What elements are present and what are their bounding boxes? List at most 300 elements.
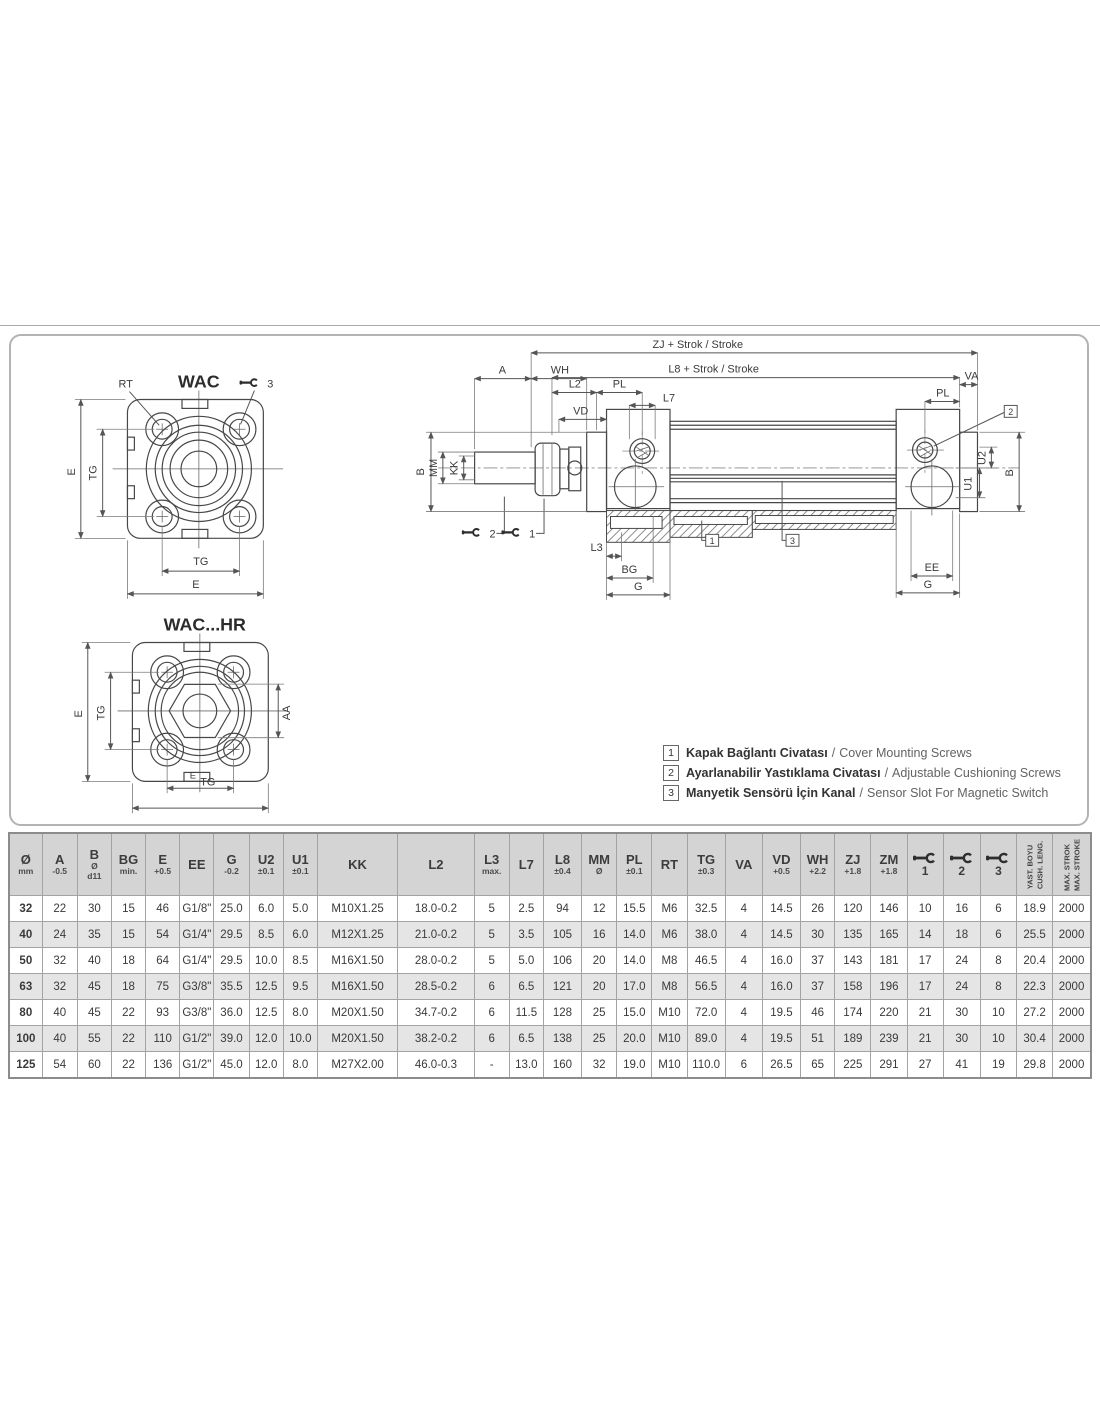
table-cell: 17 [907, 974, 943, 1000]
table-cell: 60 [77, 1052, 111, 1079]
dim-label-zj-stroke: ZJ + Strok / Stroke [652, 338, 744, 351]
section-divider [0, 325, 1100, 326]
table-cell: M8 [652, 948, 687, 974]
air-port-rear [905, 459, 961, 516]
table-cell: G3/8" [180, 1000, 214, 1026]
table-cell: 10 [980, 1026, 1016, 1052]
legend-text-en: Adjustable Cushioning Screws [892, 766, 1061, 780]
table-cell: 32.5 [687, 896, 725, 922]
table-cell: 38.0 [687, 922, 725, 948]
vertical-header-label: MAX. STROK MAX. STROKE [1061, 838, 1081, 891]
header-label: U1 [292, 851, 309, 867]
col-header-l8 [543, 833, 581, 896]
col-header-e [146, 833, 180, 896]
table-cell: 22 [111, 1000, 145, 1026]
legend-text-tr: Manyetik Sensörü İçin Kanal [686, 786, 856, 800]
table-cell: 50 [9, 948, 42, 974]
svg-text:2: 2 [489, 528, 496, 541]
table-row-bore-80 [9, 1000, 1091, 1026]
table-cell: 2000 [1053, 948, 1091, 974]
table-cell: 45 [77, 1000, 111, 1026]
legend-separator: / [884, 766, 889, 780]
table-cell: 165 [871, 922, 907, 948]
table-cell: M16X1.50 [317, 974, 397, 1000]
table-cell: 54 [146, 922, 180, 948]
table-cell: 6 [980, 922, 1016, 948]
table-cell: 40 [42, 1026, 77, 1052]
dim-label-bg: BG [621, 564, 638, 577]
table-cell: 225 [835, 1052, 871, 1079]
table-cell: 27.2 [1016, 1000, 1052, 1026]
rod-nut [535, 443, 560, 496]
dim-label-b-left: B [415, 468, 428, 476]
table-cell: 5.0 [283, 896, 317, 922]
col-header-b [77, 833, 111, 896]
table-cell: 10 [980, 1000, 1016, 1026]
table-cell: 28.5-0.2 [398, 974, 474, 1000]
wac-front-view [66, 372, 283, 599]
table-cell: G1/2" [180, 1026, 214, 1052]
table-row-bore-40 [9, 922, 1091, 948]
table-cell: 14.0 [617, 922, 652, 948]
table-cell: 12 [582, 896, 617, 922]
table-cell: 75 [146, 974, 180, 1000]
table-cell: M16X1.50 [317, 948, 397, 974]
table-cell: 128 [543, 1000, 581, 1026]
table-cell: M12X1.25 [317, 922, 397, 948]
table-cell: 15.0 [617, 1000, 652, 1026]
table-cell: 220 [871, 1000, 907, 1026]
table-cell: 100 [9, 1026, 42, 1052]
header-label: KK [348, 856, 367, 872]
header-tolerance: +2.2 [809, 865, 827, 876]
header-tolerance: ±0.4 [554, 865, 571, 876]
table-cell: 12.5 [249, 974, 283, 1000]
dimensions-table [8, 832, 1092, 1079]
table-cell: M10 [652, 1052, 687, 1079]
table-cell: 138 [543, 1026, 581, 1052]
callout-2 [934, 405, 1017, 446]
table-cell: 2000 [1053, 1052, 1091, 1079]
table-cell: 16.0 [762, 948, 800, 974]
table-cell: M6 [652, 922, 687, 948]
table-cell: 40 [9, 922, 42, 948]
header-label: U2 [257, 851, 275, 867]
legend-item [663, 763, 1083, 783]
table-cell: 46 [801, 1000, 835, 1026]
table-cell: 38.2-0.2 [398, 1026, 474, 1052]
header-tolerance: Ø [595, 865, 603, 876]
air-port-front [609, 459, 665, 516]
table-cell: 94 [543, 896, 581, 922]
view-title-wac-hr: WAC...HR [163, 614, 246, 635]
table-cell: 110.0 [687, 1052, 725, 1079]
header-tolerance: ±0.1 [292, 865, 309, 876]
table-cell: 32 [42, 974, 77, 1000]
table-cell: 25 [582, 1000, 617, 1026]
header-tolerance: +0.5 [154, 865, 172, 876]
col-header-wh [801, 833, 835, 896]
header-label: B [89, 847, 100, 862]
col-header-ee [180, 833, 214, 896]
table-cell: 24 [943, 948, 980, 974]
header-label: E [158, 851, 168, 867]
table-cell: 93 [146, 1000, 180, 1026]
legend-text-en: Sensor Slot For Magnetic Switch [866, 786, 1049, 800]
table-cell: 17 [907, 948, 943, 974]
wac-hr-front-view [73, 615, 293, 814]
header-label: L8 [554, 851, 571, 867]
table-cell: 6.5 [509, 1026, 543, 1052]
header-tolerance: mm [18, 865, 34, 876]
table-cell: 80 [9, 1000, 42, 1026]
table-cell: 29.8 [1016, 1052, 1052, 1079]
header-tolerance: +1.8 [880, 865, 898, 876]
table-cell: 22 [111, 1052, 145, 1079]
wrench-callout-2 [462, 497, 505, 541]
header-label: RT [660, 856, 679, 872]
table-cell: 16 [943, 896, 980, 922]
dim-label-e-bottom: E [192, 578, 200, 591]
table-cell: 9.5 [283, 974, 317, 1000]
table-cell: 121 [543, 974, 581, 1000]
table-cell: 21 [907, 1000, 943, 1026]
table-cell: 28.0-0.2 [398, 948, 474, 974]
table-cell: 24 [42, 922, 77, 948]
dim-label-tg-left: TG [95, 705, 108, 721]
table-cell: 3.5 [509, 922, 543, 948]
dimensions-table-wrap [8, 832, 1092, 1079]
view-title-wac: WAC [178, 371, 220, 392]
table-cell: M20X1.50 [317, 1026, 397, 1052]
table-cell: 29.5 [214, 922, 249, 948]
table-cell: 20.0 [617, 1026, 652, 1052]
table-cell: 35 [77, 922, 111, 948]
dim-label-ee: EE [924, 562, 940, 575]
col-header-wrench-3 [980, 833, 1016, 896]
legend-text-tr: Kapak Bağlantı Civatası [686, 746, 828, 760]
header-label: TG [697, 851, 716, 867]
table-cell: 4 [725, 922, 762, 948]
table-row-bore-125 [9, 1052, 1091, 1079]
header-tolerance: +1.8 [844, 865, 862, 876]
col-header-l7 [509, 833, 543, 896]
table-cell: 2000 [1053, 974, 1091, 1000]
table-cell: 63 [9, 974, 42, 1000]
table-cell: 30 [943, 1000, 980, 1026]
table-cell: G1/4" [180, 948, 214, 974]
col-header-rt [652, 833, 687, 896]
dim-label-va: VA [964, 370, 979, 383]
dim-label-e-bottom: E [189, 769, 197, 781]
table-cell: 20.4 [1016, 948, 1052, 974]
dim-label-pl-front: PL [612, 378, 627, 391]
table-cell: 11.5 [509, 1000, 543, 1026]
legend-text-en: Cover Mounting Screws [839, 746, 972, 760]
header-label: MM [588, 851, 610, 867]
table-cell: 5 [474, 922, 509, 948]
header-label: L2 [428, 856, 444, 872]
dim-label-rt: RT [118, 378, 133, 391]
wrench-callout-1 [501, 499, 544, 541]
dim-label-u2: U2 [976, 451, 989, 465]
table-cell: 181 [871, 948, 907, 974]
table-cell: M10 [652, 1000, 687, 1026]
table-cell: 2.5 [509, 896, 543, 922]
dim-label-wh: WH [550, 364, 569, 377]
col-header-l2 [398, 833, 474, 896]
table-cell: 2000 [1053, 896, 1091, 922]
table-cell: 6 [980, 896, 1016, 922]
table-cell: 16 [582, 922, 617, 948]
header-label: VA [735, 856, 753, 872]
table-cell: 239 [871, 1026, 907, 1052]
dim-label-pl-rear: PL [936, 387, 950, 400]
table-cell: 14 [907, 922, 943, 948]
table-row-bore-63 [9, 974, 1091, 1000]
table-cell: 45.0 [214, 1052, 249, 1079]
table-cell: 34.7-0.2 [398, 1000, 474, 1026]
table-cell: 4 [725, 948, 762, 974]
table-cell: 26 [801, 896, 835, 922]
table-cell: 35.5 [214, 974, 249, 1000]
wrench-icon [950, 852, 974, 864]
col-header-zj [835, 833, 871, 896]
table-cell: 105 [543, 922, 581, 948]
header-label: G [226, 851, 237, 867]
header-label: EE [188, 856, 206, 872]
table-cell: 22 [111, 1026, 145, 1052]
table-cell: 10 [907, 896, 943, 922]
table-cell: 55 [77, 1026, 111, 1052]
dim-label-vd: VD [573, 405, 589, 418]
table-cell: 32 [42, 948, 77, 974]
technical-drawing-panel [9, 334, 1089, 826]
bottom-section [607, 511, 897, 543]
header-label: A [55, 851, 65, 867]
col-header-g [214, 833, 249, 896]
table-cell: 46 [146, 896, 180, 922]
rear-head [896, 409, 959, 508]
table-cell: 54 [42, 1052, 77, 1079]
header-label: Ø [20, 851, 31, 867]
table-cell: 146 [871, 896, 907, 922]
table-cell: M10 [652, 1026, 687, 1052]
wrench-icon [462, 528, 480, 537]
table-cell: 4 [725, 1026, 762, 1052]
table-cell: 40 [42, 1000, 77, 1026]
table-cell: M20X1.50 [317, 1000, 397, 1026]
table-cell: 14.5 [762, 896, 800, 922]
table-cell: 89.0 [687, 1026, 725, 1052]
dim-label-tg-bottom: TG [193, 556, 209, 569]
table-cell: 125 [9, 1052, 42, 1079]
table-cell: 8.0 [283, 1000, 317, 1026]
wrench-size-label: 1 [921, 864, 929, 878]
col-header-vd [762, 833, 800, 896]
wrench-size-label: 3 [995, 864, 1002, 878]
vertical-header-label: YAST. BOYU CUSH. LENG. [1024, 840, 1044, 889]
table-cell: 30 [801, 922, 835, 948]
table-cell: 46.0-0.3 [398, 1052, 474, 1079]
col-header-wrench-2 [943, 833, 980, 896]
table-cell: 32 [9, 896, 42, 922]
table-cell: 4 [725, 974, 762, 1000]
table-cell: 15.5 [617, 896, 652, 922]
table-cell: 65 [801, 1052, 835, 1079]
table-cell: 5 [474, 948, 509, 974]
rear-plate [960, 432, 978, 511]
table-cell: 21.0-0.2 [398, 922, 474, 948]
table-cell: 5 [474, 896, 509, 922]
col-header-kk [317, 833, 397, 896]
table-cell: 4 [725, 896, 762, 922]
col-header-mm [582, 833, 617, 896]
table-cell: 2000 [1053, 1026, 1091, 1052]
table-cell: 30 [943, 1026, 980, 1052]
table-cell: 19.5 [762, 1026, 800, 1052]
table-cell: 22 [42, 896, 77, 922]
dim-label-u1: U1 [962, 476, 975, 491]
table-cell: 12.0 [249, 1052, 283, 1079]
wrench-icon [913, 852, 937, 864]
col-header-ø [9, 833, 42, 896]
header-tolerance: ±0.1 [626, 865, 643, 876]
dim-label-l2: L2 [568, 378, 581, 391]
table-cell: M8 [652, 974, 687, 1000]
table-cell: 8.5 [283, 948, 317, 974]
table-cell: 19 [980, 1052, 1016, 1079]
table-row-bore-50 [9, 948, 1091, 974]
table-cell: 18 [111, 974, 145, 1000]
table-cell: 18.0-0.2 [398, 896, 474, 922]
col-header-zm [871, 833, 907, 896]
col-header-va [725, 833, 762, 896]
svg-text:2: 2 [1008, 406, 1014, 417]
header-label: BG [118, 851, 139, 867]
table-cell: 6 [474, 1026, 509, 1052]
table-cell: 45 [77, 974, 111, 1000]
table-cell: 24 [943, 974, 980, 1000]
table-cell: 14.0 [617, 948, 652, 974]
table-cell: 15 [111, 922, 145, 948]
legend-separator: / [831, 746, 836, 760]
table-cell: 158 [835, 974, 871, 1000]
dim-label-g-rear: G [923, 578, 933, 591]
cylinder-tube [670, 421, 896, 510]
dim-label-aa: AA [281, 705, 294, 721]
header-tolerance: Ø [91, 861, 98, 871]
svg-text:1: 1 [529, 528, 536, 541]
dim-label-l8-stroke: L8 + Strok / Stroke [668, 363, 759, 376]
header-tolerance: max. [481, 865, 502, 876]
table-cell: 20 [582, 948, 617, 974]
table-cell: 16.0 [762, 974, 800, 1000]
table-cell: 21 [907, 1026, 943, 1052]
table-cell: 36.0 [214, 1000, 249, 1026]
header-tolerance: ±0.1 [257, 865, 275, 876]
table-cell: 196 [871, 974, 907, 1000]
table-cell: 6 [474, 974, 509, 1000]
table-cell: 120 [835, 896, 871, 922]
table-cell: 8.0 [283, 1052, 317, 1079]
table-cell: 64 [146, 948, 180, 974]
header-label: VD [772, 851, 791, 867]
table-cell: 4 [725, 1000, 762, 1026]
table-cell: 174 [835, 1000, 871, 1026]
table-cell: 10.0 [283, 1026, 317, 1052]
table-cell: 37 [801, 974, 835, 1000]
dim-label-mm: MM [427, 458, 440, 478]
legend-num-box: 2 [663, 765, 679, 781]
legend-text-tr: Ayarlanabilir Yastıklama Civatası [686, 766, 881, 780]
table-cell: 30 [77, 896, 111, 922]
table-cell: 6.0 [283, 922, 317, 948]
table-cell: 39.0 [214, 1026, 249, 1052]
col-header-wrench-1 [907, 833, 943, 896]
header-label: L7 [518, 856, 534, 872]
table-cell: 26.5 [762, 1052, 800, 1079]
dim-label-e-left: E [65, 468, 78, 476]
table-cell: 18.9 [1016, 896, 1052, 922]
table-cell: 10.0 [249, 948, 283, 974]
table-cell: 2000 [1053, 1000, 1091, 1026]
header-label: ZJ [845, 851, 861, 867]
header-label: WH [806, 851, 829, 867]
col-header-tg [687, 833, 725, 896]
table-cell: 18 [943, 922, 980, 948]
table-cell: 2000 [1053, 922, 1091, 948]
table-cell: 17.0 [617, 974, 652, 1000]
wrench-3-label: 3 [267, 378, 274, 391]
wrench-icon [240, 378, 258, 387]
legend-separator: / [859, 786, 863, 800]
table-cell: 6 [474, 1000, 509, 1026]
col-header-u1 [283, 833, 317, 896]
col-header-bg [111, 833, 145, 896]
table-cell: G3/8" [180, 974, 214, 1000]
table-cell: M6 [652, 896, 687, 922]
table-cell: 19.5 [762, 1000, 800, 1026]
dim-label-a: A [498, 364, 507, 377]
header-tolerance: -0.5 [52, 865, 68, 876]
table-row-bore-32 [9, 896, 1091, 922]
table-cell: G1/4" [180, 922, 214, 948]
table-cell: 143 [835, 948, 871, 974]
table-cell: 12.5 [249, 1000, 283, 1026]
table-cell: 12.0 [249, 1026, 283, 1052]
svg-text:1: 1 [709, 535, 715, 546]
dim-label-e-left: E [72, 710, 85, 718]
table-cell: 6.0 [249, 896, 283, 922]
table-cell: 27 [907, 1052, 943, 1079]
header-tolerance: -0.2 [224, 865, 239, 876]
dim-label-l7: L7 [662, 392, 676, 405]
table-cell: 13.0 [509, 1052, 543, 1079]
table-cell: 19.0 [617, 1052, 652, 1079]
header-tolerance: min. [119, 865, 138, 876]
table-cell: M27X2.00 [317, 1052, 397, 1079]
dim-label-tg-left: TG [87, 465, 100, 481]
legend-num-box: 3 [663, 785, 679, 801]
dim-label-b-right: B [1004, 469, 1017, 477]
table-cell: 20 [582, 974, 617, 1000]
header-label: L3 [484, 851, 500, 867]
header-tolerance: d11 [87, 870, 102, 881]
table-cell: 106 [543, 948, 581, 974]
col-header-max-strok [1053, 833, 1091, 896]
table-cell: 160 [543, 1052, 581, 1079]
